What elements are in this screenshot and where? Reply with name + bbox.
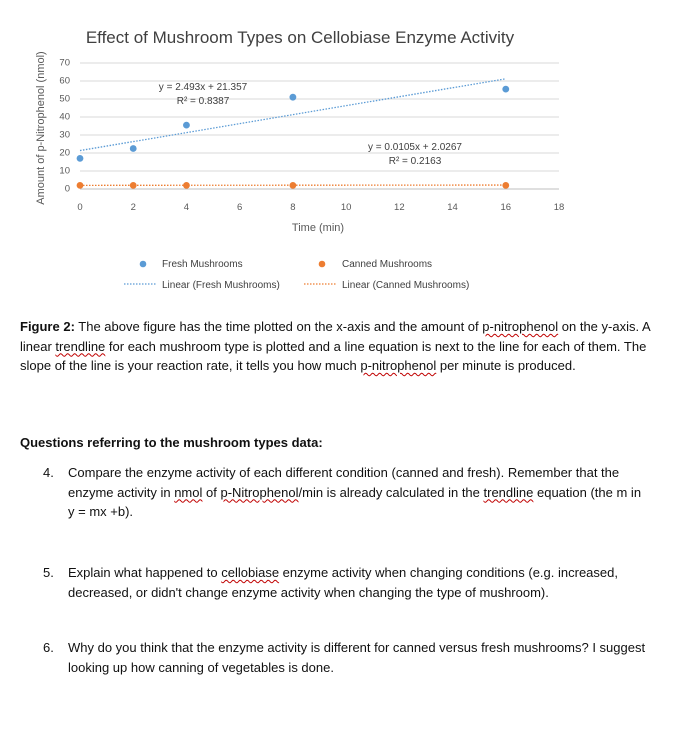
caption-term-trendline: trendline [55,338,106,354]
question-text-part: /min is already calculated in the [298,484,484,500]
canned-data-point [130,182,137,189]
legend-canned-label: Canned Mushrooms [342,259,433,270]
caption-text: on the y-axis. A linear [20,319,650,354]
gridlines [80,63,559,189]
fresh-equation-label [159,82,248,107]
fresh-data-point [289,94,296,101]
scatter-chart [0,0,678,300]
fresh-trendline-r2: R² = 0.8387 [176,96,230,107]
chart-title: Effect of Mushroom Types on Cellobiase Enzyme Activity [85,28,515,47]
caption-text: The above figure has the time plotted on the x-axis and the amount of [74,319,483,334]
question-text-part: equation (the m in y = mx +b). [68,484,642,519]
x-tick-labels [77,202,564,213]
question-text [68,563,648,602]
y-tick-label: 20 [59,147,70,159]
x-tick-label: 16 [500,202,512,213]
question-term-nmol: nmol [174,484,203,500]
y-tick-label: 50 [59,93,70,105]
caption-term-p-nitrophenol: p-nitrophenol [482,319,559,334]
legend-fresh-marker [140,261,147,268]
caption-label: Figure 2: [20,319,75,334]
x-axis-label: Time (min) [291,222,345,234]
legend-fresh-trendline-label: Linear (Fresh Mushrooms) [162,280,280,291]
question-term-cellobiase: cellobiase [221,565,280,580]
canned-trendline-equation: y = 0.0105x + 2.0267 [368,142,462,153]
y-tick-label: 40 [59,111,70,123]
x-tick-label: 10 [340,202,352,213]
fresh-data-point [130,145,137,152]
question-text-part: enzyme activity when changing conditions (e.g. increased, decreased, or didn't change enzyme activity when changing the type of mushroom). [68,565,618,600]
y-axis-label: Amount of p-Nitrophenol (nmol) [35,51,47,205]
questions-heading: Questions referring to the mushroom types data: [20,435,323,450]
x-tick-label: 18 [553,202,565,213]
y-tick-label: 70 [59,57,70,69]
question-text-part: of [202,484,221,500]
x-tick-label: 0 [77,202,83,213]
question-text [68,638,648,677]
question-number: 6. [43,640,54,655]
question-term-trendline: trendline [483,484,534,500]
y-tick-label: 10 [59,165,70,177]
caption-text: per minute is produced. [436,358,576,373]
fresh-trendline [80,79,506,151]
question-text-part: Compare the enzyme activity of each different condition (canned and fresh). Remember that the enzyme activity in [68,465,620,500]
y-tick-label: 30 [59,129,70,141]
fresh-data-point [183,122,190,129]
y-tick-labels [59,58,70,195]
canned-equation-label [368,142,462,167]
legend-fresh-label: Fresh Mushrooms [162,259,243,270]
x-tick-label: 6 [237,202,243,213]
caption-term-p-nitrophenol: p-nitrophenol [360,358,437,373]
y-tick-label: 60 [59,75,70,87]
canned-data-point [502,182,509,189]
x-tick-label: 4 [183,202,190,213]
x-tick-label: 14 [447,202,458,213]
y-tick-label: 0 [64,183,70,195]
x-tick-label: 12 [394,202,405,213]
fresh-trendline-equation: y = 2.493x + 21.357 [158,82,248,93]
x-tick-label: 2 [130,202,136,213]
legend-canned-marker [319,261,326,268]
data-points [77,86,510,189]
x-tick-label: 8 [290,202,296,213]
canned-data-point [183,182,190,189]
canned-trendline-r2: R² = 0.2163 [388,156,442,167]
fresh-data-point [502,86,509,93]
question-number: 5. [43,565,54,580]
legend-canned-trendline-label: Linear (Canned Mushrooms) [342,280,470,291]
figure-caption [20,317,650,376]
question-text [68,463,648,522]
canned-data-point [77,182,84,189]
legend [124,259,469,291]
question-text-part: Explain what happened to [68,565,222,580]
question-number: 4. [43,465,54,480]
question-term-p-nitrophenol: p-Nitrophenol [220,484,299,500]
caption-text: for each mushroom type is plotted and a line equation is next to the line for each of them. The slope of the line is your reaction rate, it tells you how much [20,338,647,373]
fresh-data-point [77,155,84,162]
question-text-part: Why do you think that the enzyme activity is different for canned versus fresh mushrooms? I suggest looking up how canning of vegetables is done. [68,640,646,675]
canned-data-point [289,182,296,189]
